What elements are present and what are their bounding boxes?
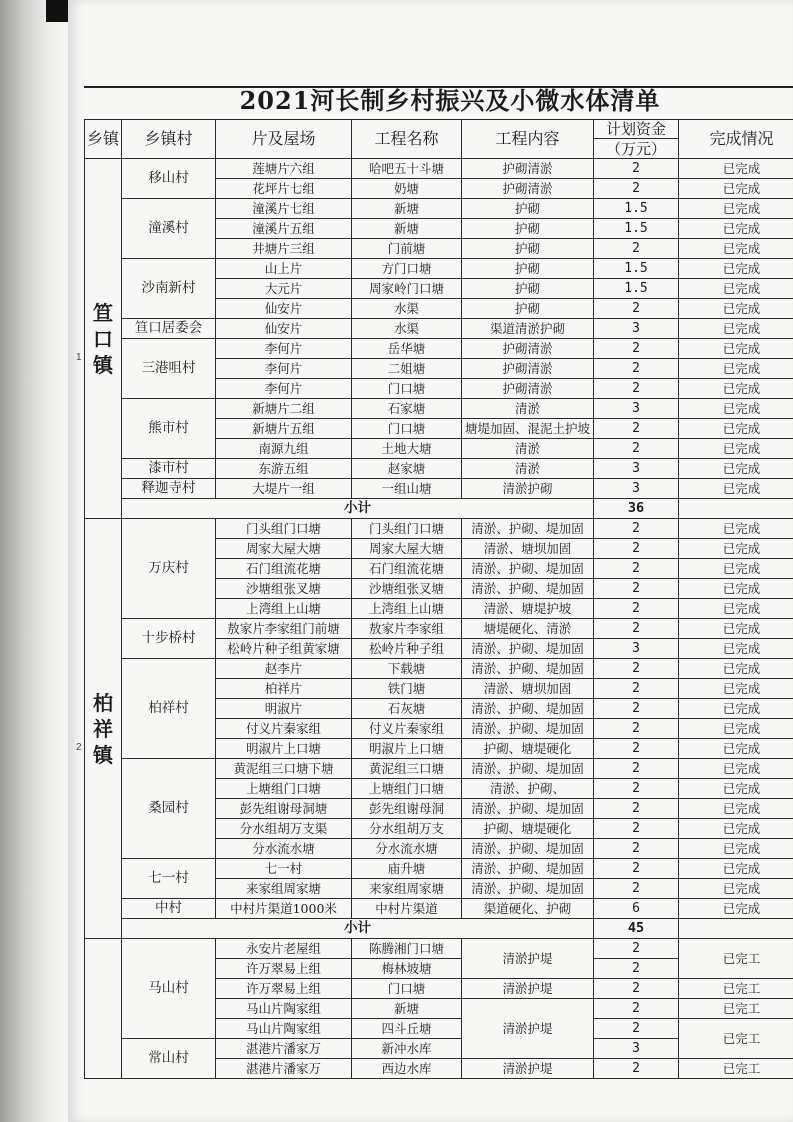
area-cell: 柏祥片 — [216, 679, 352, 699]
project-content-cell: 护砌清淤 — [462, 159, 594, 179]
project-name-cell: 哈吧五十斗塘 — [352, 159, 462, 179]
project-name-cell: 上湾组上山塘 — [352, 599, 462, 619]
project-content-cell: 护砌 — [462, 199, 594, 219]
status-cell: 已完成 — [679, 319, 793, 339]
table-row — [85, 159, 793, 179]
project-name-cell: 黄泥组三口塘 — [352, 759, 462, 779]
project-content-cell: 护砌 — [462, 279, 594, 299]
project-content-cell: 清淤、护砌、堤加固 — [462, 519, 594, 539]
project-content-cell: 清淤、护砌、堤加固 — [462, 559, 594, 579]
fund-cell: 2 — [594, 879, 679, 899]
project-content-cell: 清淤、护砌、堤加固 — [462, 879, 594, 899]
fund-cell: 2 — [594, 859, 679, 879]
project-name-cell: 新塘 — [352, 219, 462, 239]
status-cell: 已完成 — [679, 739, 793, 759]
village-name-cell: 沙南新村 — [122, 259, 216, 319]
area-cell: 李何片 — [216, 379, 352, 399]
town-name-cell: 笪 口 镇 — [85, 159, 122, 519]
fund-cell: 1.5 — [594, 259, 679, 279]
area-cell: 仙安片 — [216, 299, 352, 319]
area-cell: 上湾组上山塘 — [216, 599, 352, 619]
project-content-cell: 清淤、护砌、 — [462, 779, 594, 799]
project-name-cell: 新冲水库 — [352, 1039, 462, 1059]
project-name-cell: 敖家片李家组 — [352, 619, 462, 639]
fund-cell: 2 — [594, 779, 679, 799]
fund-cell: 2 — [594, 619, 679, 639]
status-cell: 已完成 — [679, 579, 793, 599]
village-name-cell: 中村 — [122, 899, 216, 919]
village-name-cell: 三港咀村 — [122, 339, 216, 399]
village-name-cell: 笪口居委会 — [122, 319, 216, 339]
status-cell: 已完成 — [679, 859, 793, 879]
village-name-cell: 漆市村 — [122, 459, 216, 479]
area-cell: 赵李片 — [216, 659, 352, 679]
fund-cell: 2 — [594, 799, 679, 819]
project-content-cell: 清淤护砌 — [462, 479, 594, 499]
status-cell: 已完成 — [679, 639, 793, 659]
project-content-cell: 清淤护堤 — [462, 939, 594, 979]
fund-cell: 3 — [594, 399, 679, 419]
subtotal-label: 小计 — [122, 499, 594, 519]
project-content-cell: 清淤、塘堤护坡 — [462, 599, 594, 619]
area-cell: 门头组门口塘 — [216, 519, 352, 539]
status-cell: 已完成 — [679, 779, 793, 799]
project-content-cell: 清淤、护砌、堤加固 — [462, 759, 594, 779]
fund-cell: 2 — [594, 1059, 679, 1079]
project-name-cell: 松岭片种子组 — [352, 639, 462, 659]
status-cell: 已完成 — [679, 719, 793, 739]
project-content-cell: 护砌清淤 — [462, 359, 594, 379]
status-cell: 已完成 — [679, 159, 793, 179]
project-content-cell: 清淤护堤 — [462, 979, 594, 999]
fund-cell: 1.5 — [594, 279, 679, 299]
area-cell: 明淑片 — [216, 699, 352, 719]
village-name-cell: 十步桥村 — [122, 619, 216, 659]
project-name-cell: 水渠 — [352, 319, 462, 339]
status-cell: 已完工 — [679, 939, 793, 979]
table-row — [85, 939, 793, 959]
village-name-cell: 桑园村 — [122, 759, 216, 859]
area-cell: 分水组胡万支渠 — [216, 819, 352, 839]
project-content-cell: 护砌 — [462, 259, 594, 279]
status-cell: 已完成 — [679, 199, 793, 219]
status-cell: 已完成 — [679, 799, 793, 819]
area-cell: 仙安片 — [216, 319, 352, 339]
status-cell: 已完成 — [679, 559, 793, 579]
status-cell: 已完成 — [679, 439, 793, 459]
project-name-cell: 新塘 — [352, 999, 462, 1019]
fund-cell: 2 — [594, 739, 679, 759]
project-content-cell: 清淤 — [462, 399, 594, 419]
village-name-cell: 移山村 — [122, 159, 216, 199]
subtotal-row — [85, 499, 793, 519]
fund-cell: 2 — [594, 679, 679, 699]
project-content-cell: 清淤、护砌、堤加固 — [462, 699, 594, 719]
project-content-cell: 护砌 — [462, 299, 594, 319]
area-cell: 中村片渠道1000米 — [216, 899, 352, 919]
project-name-cell: 石家塘 — [352, 399, 462, 419]
area-cell: 七一村 — [216, 859, 352, 879]
area-cell: 井塘片三组 — [216, 239, 352, 259]
area-cell: 大元片 — [216, 279, 352, 299]
project-content-cell: 清淤护堤 — [462, 1059, 594, 1079]
area-cell: 许万翠易上组 — [216, 979, 352, 999]
header-fund-line1: 计划资金 — [594, 120, 679, 139]
status-cell: 已完成 — [679, 479, 793, 499]
area-cell: 花坪片七组 — [216, 179, 352, 199]
status-cell: 已完成 — [679, 619, 793, 639]
fund-cell: 1.5 — [594, 219, 679, 239]
table-row — [85, 199, 793, 219]
area-cell: 马山片陶家组 — [216, 999, 352, 1019]
project-name-cell: 奶塘 — [352, 179, 462, 199]
document-title: 2021河长制乡村振兴及小微水体清单 — [239, 86, 661, 115]
river-project-table — [84, 119, 793, 1079]
area-cell: 新塘片二组 — [216, 399, 352, 419]
project-content-cell: 清淤、护砌、堤加固 — [462, 839, 594, 859]
margin-mark-2: 2 — [76, 742, 82, 753]
area-cell: 来家组周家塘 — [216, 879, 352, 899]
area-cell: 沙塘组张叉塘 — [216, 579, 352, 599]
status-cell: 已完成 — [679, 359, 793, 379]
margin-mark-1: 1 — [76, 352, 82, 363]
area-cell: 莲塘片六组 — [216, 159, 352, 179]
village-name-cell: 马山村 — [122, 939, 216, 1039]
status-cell: 已完成 — [679, 279, 793, 299]
table-row — [85, 519, 793, 539]
status-cell: 已完成 — [679, 379, 793, 399]
area-cell: 敖家片李家组门前塘 — [216, 619, 352, 639]
project-name-cell: 门口塘 — [352, 419, 462, 439]
status-cell: 已完成 — [679, 299, 793, 319]
project-name-cell: 一组山塘 — [352, 479, 462, 499]
header-village: 乡镇村 — [122, 120, 216, 159]
village-name-cell: 万庆村 — [122, 519, 216, 619]
book-binding — [0, 0, 70, 1122]
project-content-cell: 护砌清淤 — [462, 339, 594, 359]
fund-cell: 2 — [594, 539, 679, 559]
status-cell: 已完工 — [679, 1019, 793, 1059]
area-cell: 许万翠易上组 — [216, 959, 352, 979]
status-cell: 已完成 — [679, 679, 793, 699]
status-cell: 已完成 — [679, 839, 793, 859]
status-cell: 已完成 — [679, 519, 793, 539]
area-cell: 彭先组谢母洞塘 — [216, 799, 352, 819]
status-cell: 已完工 — [679, 999, 793, 1019]
area-cell: 李何片 — [216, 339, 352, 359]
header-content: 工程内容 — [462, 120, 594, 159]
project-content-cell: 清淤、护砌、堤加固 — [462, 639, 594, 659]
area-cell: 石门组流花塘 — [216, 559, 352, 579]
project-name-cell: 门头组门口塘 — [352, 519, 462, 539]
status-cell: 已完成 — [679, 819, 793, 839]
fund-cell: 3 — [594, 459, 679, 479]
project-content-cell: 清淤、护砌、堤加固 — [462, 799, 594, 819]
subtotal-row — [85, 919, 793, 939]
area-cell: 潼溪片七组 — [216, 199, 352, 219]
village-name-cell: 七一村 — [122, 859, 216, 899]
fund-cell: 3 — [594, 479, 679, 499]
table-row — [85, 319, 793, 339]
area-cell: 李何片 — [216, 359, 352, 379]
village-name-cell: 熊市村 — [122, 399, 216, 459]
project-content-cell: 清淤护堤 — [462, 999, 594, 1059]
fund-cell: 3 — [594, 319, 679, 339]
project-name-cell: 西边水库 — [352, 1059, 462, 1079]
project-name-cell: 上塘组门口塘 — [352, 779, 462, 799]
header-project: 工程名称 — [352, 120, 462, 159]
table-row — [85, 399, 793, 419]
project-name-cell: 水渠 — [352, 299, 462, 319]
project-name-cell: 新塘 — [352, 199, 462, 219]
fund-cell: 2 — [594, 839, 679, 859]
fund-cell: 2 — [594, 719, 679, 739]
fund-cell: 2 — [594, 599, 679, 619]
table-row — [85, 459, 793, 479]
status-cell: 已完成 — [679, 659, 793, 679]
table-row — [85, 339, 793, 359]
project-name-cell: 门口塘 — [352, 379, 462, 399]
table-row — [85, 659, 793, 679]
area-cell: 湛港片潘家万 — [216, 1039, 352, 1059]
project-name-cell: 方门口塘 — [352, 259, 462, 279]
project-content-cell: 清淤、塘坝加固 — [462, 679, 594, 699]
fund-cell: 2 — [594, 699, 679, 719]
project-content-cell: 护砌 — [462, 239, 594, 259]
status-cell: 已完成 — [679, 759, 793, 779]
fund-cell: 2 — [594, 159, 679, 179]
fund-cell: 2 — [594, 659, 679, 679]
project-content-cell: 清淤、护砌、堤加固 — [462, 719, 594, 739]
project-name-cell: 周家大屋大塘 — [352, 539, 462, 559]
village-name-cell: 释迦寺村 — [122, 479, 216, 499]
status-cell: 已完成 — [679, 699, 793, 719]
fund-cell: 2 — [594, 579, 679, 599]
project-content-cell: 塘堤硬化、清淤 — [462, 619, 594, 639]
subtotal-status-empty — [679, 499, 793, 519]
fund-cell: 2 — [594, 439, 679, 459]
project-content-cell: 护砌清淤 — [462, 379, 594, 399]
project-name-cell: 赵家塘 — [352, 459, 462, 479]
project-content-cell: 清淤 — [462, 459, 594, 479]
fund-cell: 2 — [594, 819, 679, 839]
project-name-cell: 四斗丘塘 — [352, 1019, 462, 1039]
project-name-cell: 中村片渠道 — [352, 899, 462, 919]
project-content-cell: 塘堤加固、混泥土护坡 — [462, 419, 594, 439]
fund-cell: 3 — [594, 639, 679, 659]
area-cell: 山上片 — [216, 259, 352, 279]
project-name-cell: 二姐塘 — [352, 359, 462, 379]
fund-cell: 2 — [594, 559, 679, 579]
project-name-cell: 分水流水塘 — [352, 839, 462, 859]
subtotal-value: 45 — [594, 919, 679, 939]
subtotal-label: 小计 — [122, 919, 594, 939]
area-cell: 明淑片上口塘 — [216, 739, 352, 759]
table-row — [85, 259, 793, 279]
project-content-cell: 清淤 — [462, 439, 594, 459]
status-cell: 已完成 — [679, 599, 793, 619]
project-content-cell: 清淤、塘坝加固 — [462, 539, 594, 559]
project-content-cell: 渠道清淤护砌 — [462, 319, 594, 339]
table-row — [85, 899, 793, 919]
table-row — [85, 759, 793, 779]
status-cell: 已完工 — [679, 1059, 793, 1079]
fund-cell: 2 — [594, 419, 679, 439]
project-name-cell: 岳华塘 — [352, 339, 462, 359]
status-cell: 已完成 — [679, 219, 793, 239]
header-town: 乡镇 — [85, 120, 122, 159]
project-content-cell: 清淤、护砌、堤加固 — [462, 579, 594, 599]
binding-corner — [46, 0, 68, 22]
status-cell: 已完成 — [679, 539, 793, 559]
town-name-cell: 柏 祥 镇 — [85, 519, 122, 939]
area-cell: 周家大屋大塘 — [216, 539, 352, 559]
area-cell: 分水流水塘 — [216, 839, 352, 859]
project-name-cell: 明淑片上口塘 — [352, 739, 462, 759]
project-name-cell: 土地大塘 — [352, 439, 462, 459]
area-cell: 松岭片种子组黄家塘 — [216, 639, 352, 659]
fund-cell: 2 — [594, 519, 679, 539]
fund-cell: 2 — [594, 959, 679, 979]
project-name-cell: 付义片秦家组 — [352, 719, 462, 739]
project-name-cell: 陈腾湘门口塘 — [352, 939, 462, 959]
status-cell: 已完成 — [679, 459, 793, 479]
fund-cell: 1.5 — [594, 199, 679, 219]
project-name-cell: 下载塘 — [352, 659, 462, 679]
fund-cell: 2 — [594, 759, 679, 779]
header-fund-line2: （万元） — [594, 139, 679, 159]
fund-cell: 3 — [594, 1039, 679, 1059]
fund-cell: 2 — [594, 939, 679, 959]
status-cell: 已完成 — [679, 899, 793, 919]
status-cell: 已完成 — [679, 879, 793, 899]
fund-cell: 2 — [594, 339, 679, 359]
village-name-cell: 潼溪村 — [122, 199, 216, 259]
area-cell: 南源九组 — [216, 439, 352, 459]
village-name-cell: 柏祥村 — [122, 659, 216, 759]
village-name-cell: 常山村 — [122, 1039, 216, 1079]
fund-cell: 2 — [594, 239, 679, 259]
subtotal-status-empty — [679, 919, 793, 939]
project-name-cell: 石灰塘 — [352, 699, 462, 719]
area-cell: 潼溪片五组 — [216, 219, 352, 239]
project-name-cell: 沙塘组张叉塘 — [352, 579, 462, 599]
status-cell: 已完成 — [679, 239, 793, 259]
table-body — [85, 159, 793, 1079]
area-cell: 上塘组门口塘 — [216, 779, 352, 799]
project-content-cell: 护砌、塘堤硬化 — [462, 739, 594, 759]
header-area: 片及屋场 — [216, 120, 352, 159]
project-name-cell: 铁门塘 — [352, 679, 462, 699]
area-cell: 湛港片潘家万 — [216, 1059, 352, 1079]
fund-cell: 2 — [594, 1019, 679, 1039]
project-content-cell: 渠道硬化、护砌 — [462, 899, 594, 919]
area-cell: 东游五组 — [216, 459, 352, 479]
subtotal-value: 36 — [594, 499, 679, 519]
fund-cell: 2 — [594, 299, 679, 319]
table-row — [85, 619, 793, 639]
town-name-cell-blank — [85, 939, 122, 1079]
area-cell: 马山片陶家组 — [216, 1019, 352, 1039]
table-row — [85, 859, 793, 879]
status-cell: 已完成 — [679, 419, 793, 439]
status-cell: 已完成 — [679, 259, 793, 279]
project-content-cell: 清淤、护砌、堤加固 — [462, 659, 594, 679]
fund-cell: 2 — [594, 999, 679, 1019]
project-name-cell: 庙升塘 — [352, 859, 462, 879]
project-name-cell: 门口塘 — [352, 979, 462, 999]
project-content-cell: 护砌清淤 — [462, 179, 594, 199]
project-name-cell: 来家组周家塘 — [352, 879, 462, 899]
status-cell: 已完成 — [679, 399, 793, 419]
fund-cell: 2 — [594, 979, 679, 999]
project-content-cell: 护砌、塘堤硬化 — [462, 819, 594, 839]
project-name-cell: 门前塘 — [352, 239, 462, 259]
status-cell: 已完成 — [679, 179, 793, 199]
table-row — [85, 479, 793, 499]
area-cell: 新塘片五组 — [216, 419, 352, 439]
project-name-cell: 彭先组谢母洞 — [352, 799, 462, 819]
fund-cell: 2 — [594, 359, 679, 379]
area-cell: 大堤片一组 — [216, 479, 352, 499]
project-content-cell: 清淤、护砌、堤加固 — [462, 859, 594, 879]
fund-cell: 6 — [594, 899, 679, 919]
fund-cell: 2 — [594, 379, 679, 399]
project-name-cell: 周家岭门口塘 — [352, 279, 462, 299]
project-content-cell: 护砌 — [462, 219, 594, 239]
fund-cell: 2 — [594, 179, 679, 199]
area-cell: 黄泥组三口塘下塘 — [216, 759, 352, 779]
header-status: 完成情况 — [679, 120, 793, 159]
status-cell: 已完工 — [679, 979, 793, 999]
project-name-cell: 分水组胡万支 — [352, 819, 462, 839]
project-name-cell: 梅林坡塘 — [352, 959, 462, 979]
project-name-cell: 石门组流花塘 — [352, 559, 462, 579]
area-cell: 付义片秦家组 — [216, 719, 352, 739]
area-cell: 永安片老屋组 — [216, 939, 352, 959]
status-cell: 已完成 — [679, 339, 793, 359]
